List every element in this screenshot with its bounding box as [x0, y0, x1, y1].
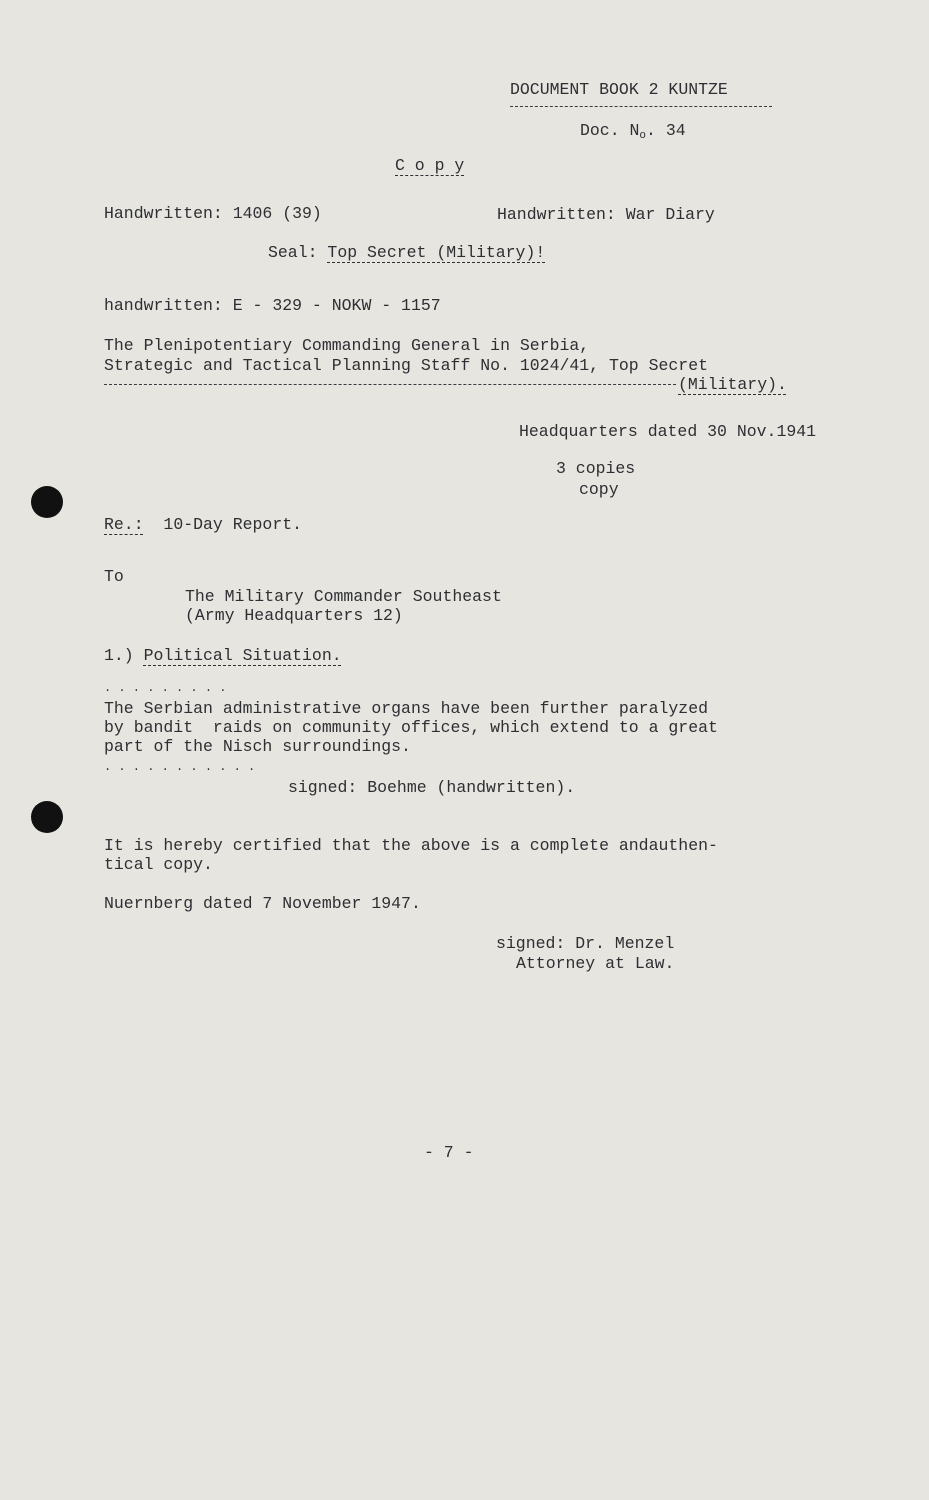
document-book-title: DOCUMENT BOOK 2 KUNTZE [510, 80, 728, 99]
body-line-3: part of the Nisch surroundings. [104, 737, 411, 756]
body-line-1: The Serbian administrative organs have been further paralyzed [104, 699, 708, 718]
page-number: - 7 - [424, 1143, 474, 1162]
handwritten-reference: handwritten: E - 329 - NOKW - 1157 [104, 296, 441, 315]
recipient-to: To [104, 567, 124, 586]
sender-line-3: (Military). [678, 375, 787, 394]
header-divider [510, 106, 772, 107]
ellipsis-top: . . . . . . . . . [104, 681, 227, 695]
section-title: Political Situation. [143, 646, 342, 665]
copy-label: copy [579, 480, 619, 499]
copy-title: C o p y [395, 156, 465, 175]
signature-boehme: signed: Boehme (handwritten). [288, 778, 576, 797]
handwritten-note-right: Handwritten: War Diary [497, 205, 715, 224]
certification-line-1: It is hereby certified that the above is a complete andauthen- [104, 836, 718, 855]
subject-label: Re.: [104, 515, 144, 534]
headquarters-date: Headquarters dated 30 Nov.1941 [519, 422, 817, 441]
subject-line: Re.: 10-Day Report. [104, 515, 303, 534]
document-number: Doc. $N_o$. 34 [580, 121, 686, 142]
signatory-title: Attorney at Law. [516, 954, 675, 973]
recipient-line-1: The Military Commander Southeast [185, 587, 502, 606]
handwritten-note-left: Handwritten: 1406 (39) [104, 204, 322, 223]
sender-line-1: The Plenipotentiary Commanding General in Serbia, [104, 336, 590, 355]
signature-menzel: signed: Dr. Menzel [496, 934, 675, 953]
punch-hole-bottom [31, 801, 63, 833]
body-line-2: by bandit raids on community offices, which extend to a great [104, 718, 718, 737]
seal-value: Top Secret (Military)! [327, 243, 546, 262]
certification-line-2: tical copy. [104, 855, 213, 874]
sender-line-2: Strategic and Tactical Planning Staff No. 1024/41, Top Secret [104, 356, 708, 375]
copies-count: 3 copies [556, 459, 636, 478]
ellipsis-bottom: . . . . . . . . . . . [104, 760, 256, 774]
recipient-line-2: (Army Headquarters 12) [185, 606, 403, 625]
section-heading: 1.) Political Situation. [104, 646, 342, 665]
sender-divider [104, 384, 676, 385]
place-and-date: Nuernberg dated 7 November 1947. [104, 894, 421, 913]
punch-hole-top [31, 486, 63, 518]
seal-line: Seal: Top Secret (Military)! [268, 243, 546, 262]
